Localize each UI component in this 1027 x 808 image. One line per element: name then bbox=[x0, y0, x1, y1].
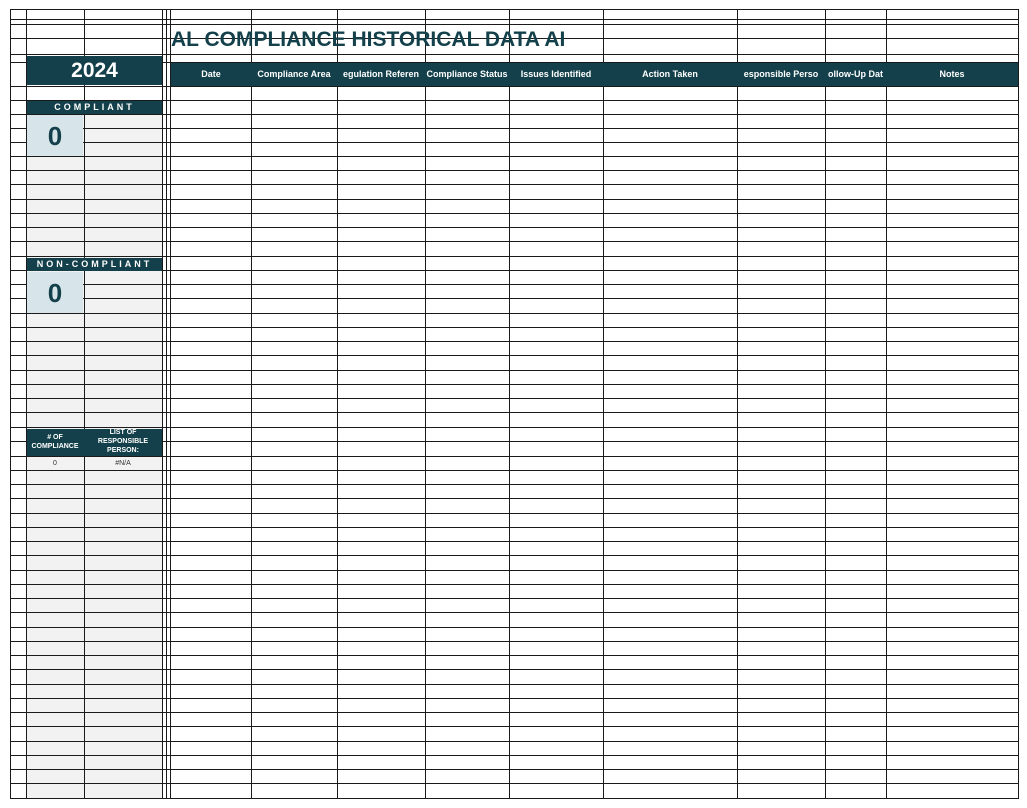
summary-col1-value: 0 bbox=[53, 460, 57, 467]
grid-row-line bbox=[10, 128, 1019, 129]
grid-row-line bbox=[10, 227, 1019, 228]
grid-row-line bbox=[10, 184, 1019, 185]
grid-row-line bbox=[10, 484, 1019, 485]
column-header-responsible-person[interactable]: esponsible Perso bbox=[737, 63, 825, 86]
grid-row-line bbox=[10, 142, 1019, 143]
non-compliant-count: 0 bbox=[47, 278, 63, 308]
year-label: 2024 bbox=[71, 59, 118, 82]
grid-row-line bbox=[10, 798, 1019, 799]
grid-row-line bbox=[10, 755, 1019, 756]
grid-row-line bbox=[10, 341, 1019, 342]
column-header-notes[interactable]: Notes bbox=[886, 63, 1018, 86]
grid-row-line bbox=[10, 24, 1019, 25]
grid-row-line bbox=[10, 769, 1019, 770]
compliant-count: 0 bbox=[47, 121, 63, 151]
grid-row-line bbox=[10, 298, 1019, 299]
grid-row-line bbox=[10, 669, 1019, 670]
column-header-issues-identified[interactable]: Issues Identified bbox=[509, 63, 603, 86]
grid-row-line bbox=[10, 114, 1019, 115]
grid-row-line bbox=[10, 726, 1019, 727]
grid-row-line bbox=[10, 9, 1019, 10]
column-header-regulation-reference[interactable]: egulation Referen bbox=[337, 63, 425, 86]
grid-row-line bbox=[10, 19, 1019, 20]
grid-row-line bbox=[10, 327, 1019, 328]
grid-row-line bbox=[10, 555, 1019, 556]
grid-row-line bbox=[10, 384, 1019, 385]
non-compliant-label: NON-COMPLIANT bbox=[36, 259, 153, 269]
column-header-compliance-area[interactable]: Compliance Area bbox=[251, 63, 337, 86]
grid-row-line bbox=[10, 86, 1019, 87]
grid-row-line bbox=[10, 570, 1019, 571]
column-header-date[interactable]: Date bbox=[171, 63, 251, 86]
grid-row-line bbox=[10, 655, 1019, 656]
grid-row-line bbox=[10, 741, 1019, 742]
column-header-action-taken[interactable]: Action Taken bbox=[603, 63, 737, 86]
grid-row-line bbox=[10, 398, 1019, 399]
grid-row-line bbox=[10, 612, 1019, 613]
grid-row-line bbox=[10, 641, 1019, 642]
grid-row-line bbox=[10, 256, 1019, 257]
sheet-title: AL COMPLIANCE HISTORICAL DATA AI bbox=[171, 28, 566, 51]
column-header-follow-up-date[interactable]: ollow-Up Dat bbox=[825, 63, 886, 86]
grid-row-line bbox=[10, 54, 1019, 55]
grid-row-line bbox=[10, 370, 1019, 371]
grid-row-line bbox=[10, 627, 1019, 628]
grid-row-line bbox=[10, 527, 1019, 528]
grid-row-line bbox=[10, 712, 1019, 713]
grid-row-line bbox=[10, 213, 1019, 214]
grid-row-line bbox=[10, 783, 1019, 784]
grid-row-line bbox=[10, 355, 1019, 356]
grid-row-line bbox=[10, 470, 1019, 471]
summary-col2-header: LIST OF RESPONSIBLE PERSON: bbox=[97, 429, 149, 454]
grid-row-line bbox=[10, 698, 1019, 699]
grid-row-line bbox=[10, 313, 1019, 314]
grid-row-line bbox=[10, 541, 1019, 542]
grid-row-line bbox=[10, 598, 1019, 599]
compliant-label: COMPLIANT bbox=[54, 102, 135, 112]
grid-row-line bbox=[10, 498, 1019, 499]
summary-col1-header: # OF COMPLIANCE bbox=[31, 434, 79, 450]
column-header-compliance-status[interactable]: Compliance Status bbox=[425, 63, 509, 86]
grid-row-line bbox=[10, 584, 1019, 585]
grid-row-line bbox=[10, 513, 1019, 514]
grid-row-line bbox=[10, 170, 1019, 171]
summary-col2-value: #N/A bbox=[115, 460, 131, 467]
grid-row-line bbox=[10, 156, 1019, 157]
grid-row-line bbox=[10, 684, 1019, 685]
grid-row-line bbox=[10, 284, 1019, 285]
grid-row-line bbox=[10, 199, 1019, 200]
grid-row-line bbox=[10, 412, 1019, 413]
grid-row-line bbox=[10, 241, 1019, 242]
